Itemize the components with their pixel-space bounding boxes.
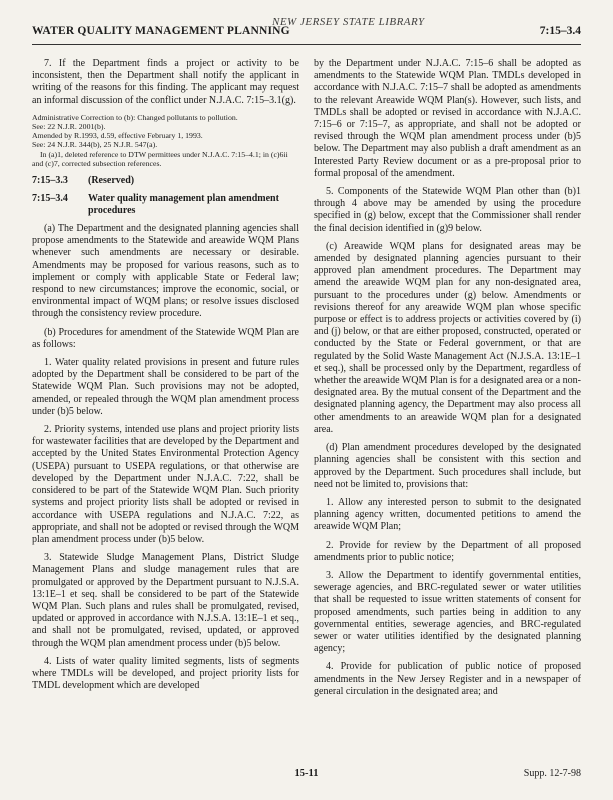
right-column <box>314 58 581 758</box>
history-line: Amended by R.1993, d.59, effective February 1, 1993. <box>32 131 203 141</box>
paragraph-b: (b) Procedures for amendment of the Statewide WQM Plan are as follows: <box>32 326 299 350</box>
paragraph-b3: 3. Statewide Sludge Management Plans, District Sludge Management Plans and sludge management rules that are promulgated or approved by the Department pursuant to N.J.S.A. 13:1E–1 et seq. shall be considered to be part of the Statewide WQM Plan. Such plans and rules shall be promulgated, revised, updated or approved in accordance with N.J.S.A. 13:1E–1 et seq., and shall not be promulgated, revised, updated, or approved through the WQM plan amendment process under (b)5 below. <box>32 552 299 649</box>
paragraph-d1: 1. Allow any interested person to submit to the designated planning agency written, documented petitions to amend the areawide WQM Plan; <box>314 496 581 533</box>
paragraph-d: (d) Plan amendment procedures developed by the designated planning agencies shall be consistent with this section and approved by the Department. Such procedures shall include, but need not be limited to, provisions that: <box>314 442 581 490</box>
section-number: 7:15–3.4 <box>32 193 68 205</box>
supplement-date: Supp. 12-7-98 <box>523 768 581 779</box>
left-column <box>32 58 299 758</box>
paragraph-b2: 2. Priority systems, intended use plans and project priority lists for wastewater facilities that are developed by the Department and accepted by the United States Environmental Protection Agency (USEPA) pursuant to USEPA regulations, or that otherwise are developed by the Department under N.J.A.C. 7:22, shall be considered to be part of the Statewide WQM Plan. Such priority systems and project priority lists shall be adopted or revised in accordance with USEPA regulations and N.J.A.C. 7:22, as appropriate, and shall not be adopted or revised through the WQM plan amendment process under (b)5 below. <box>32 424 299 545</box>
history-line: Administrative Correction to (b): Changed pollutants to pollution. <box>32 112 238 122</box>
page-number: 15-11 <box>294 768 319 779</box>
paragraph-continued: by the Department under N.J.A.C. 7:15–6 shall be adopted as amendments to the Statewide WQM Plan. TMDLs developed in accordance with N.J.A.C. 7:15–7 shall be adopted as amendments to the relevant Areawide WQM Plan(s). However, such lists, and TMDLs shall be adopted or revised in accordance with N.J.A.C. 7:15–6 or 7:15–7, as appropriate, and shall not be adopted or revised through the WQM plan amendment process under (b)5 below. The Department may also publish a draft amendment as an Interested Party Review document or as a pre-proposal prior to formal proposal of the amendment. <box>314 58 581 179</box>
history-line: See: 24 N.J.R. 344(b), 25 N.J.R. 547(a). <box>32 140 158 150</box>
paragraph-a: (a) The Department and the designated planning agencies shall propose amendments to the Statewide and areawide WQM Plans whenever such amendments are necessary or desirable. Amendments may be proposed for various reasons, such as to implement or comply with applicable State or Federal law; respond to new circumstances; improve the economic, social, or environmental impact of WQM plans; or resolve issues disclosed through the consistency review procedure. <box>32 223 299 320</box>
history-line: In (a)1, deleted reference to DTW permittees under N.J.A.C. 7:15–4.1; in (c)6ii and (c)7, corrected subsection references. <box>32 149 288 168</box>
history-note <box>32 113 299 168</box>
section-heading-3-4 <box>32 193 299 217</box>
text-columns <box>32 58 581 758</box>
chapter-title: WATER QUALITY MANAGEMENT PLANNING <box>32 25 290 37</box>
paragraph-b4: 4. Lists of water quality limited segments, lists of segments where TMDLs will be developed, and project priority lists for TMDL development which are developed <box>32 655 299 692</box>
paragraph-b5: 5. Components of the Statewide WQM Plan other than (b)1 through 4 above may be amended by using the procedure specified in (g) below, except that the Commissioner shall render the final decision identified in (g)9 below. <box>314 186 581 234</box>
section-title: (Reserved) <box>88 175 135 187</box>
section-heading-3-3 <box>32 175 299 187</box>
paragraph-d4: 4. Provide for publication of public notice of proposed amendments in the New Jersey Register and in a newspaper of general circulation in the designated area; and <box>314 661 581 697</box>
page-footer <box>32 768 581 784</box>
section-number: 7:15–3.3 <box>32 175 68 187</box>
paragraph-c: (c) Areawide WQM plans for designated areas may be amended by designated planning agencies pursuant to their approved plan amendment procedures. The Department may amend the areawide WQM plan for any non-designated area, pursuant to the procedures under (g) below. Amendments or revisions thereof for any areawide WQM plan whose specific purpose or effect is to address projects or activities covered by (i) and (j) below, or that are either proposed, constructed, operated or conducted by the State or Federal government, or that are regulated by the Solid Waste Management Act (N.J.S.A. 13:1E–1 et seq.), shall be processed only by the Department, regardless of whether the areawide WQM Plan is for a designated area or a non-designated area. By the mutual consent of the Department and the designated planning agency, the Department may also process all other amendments to an areawide WQM plan for a designated area. <box>314 240 581 435</box>
paragraph-7: 7. If the Department finds a project or activity to be inconsistent, then the Department shall notify the applicant in writing of the reasons for this finding. The applicant may request an informal discussion of the conflict under N.J.A.C. 7:15–3.1(g). <box>32 58 299 106</box>
paragraph-d2: 2. Provide for review by the Department of all proposed amendments prior to public notice; <box>314 539 581 563</box>
paragraph-b1: 1. Water quality related provisions in present and future rules adopted by the Department shall be considered to be part of the Statewide WQM Plan. Such provisions may not be adopted, amended, or repealed through the WQM plan amendment process under (b)5 below. <box>32 357 299 417</box>
running-header <box>32 16 581 45</box>
paragraph-d3: 3. Allow the Department to identify governmental entities, sewerage agencies, and BRC-regulated sewer or water utilities that shall be requested to issue written statements of consent for proposed amendments, such parties being in addition to any governmental entities, sewerage agencies, and BRC-regulated sewer or water utilities identified by the designated planning agency; <box>314 569 581 655</box>
library-stamp: NEW JERSEY STATE LIBRARY <box>272 16 425 28</box>
history-line: See: 22 N.J.R. 2001(b). <box>32 122 106 132</box>
section-range: 7:15–3.4 <box>539 25 581 37</box>
section-title: Water quality management plan amendment procedures <box>88 193 279 217</box>
